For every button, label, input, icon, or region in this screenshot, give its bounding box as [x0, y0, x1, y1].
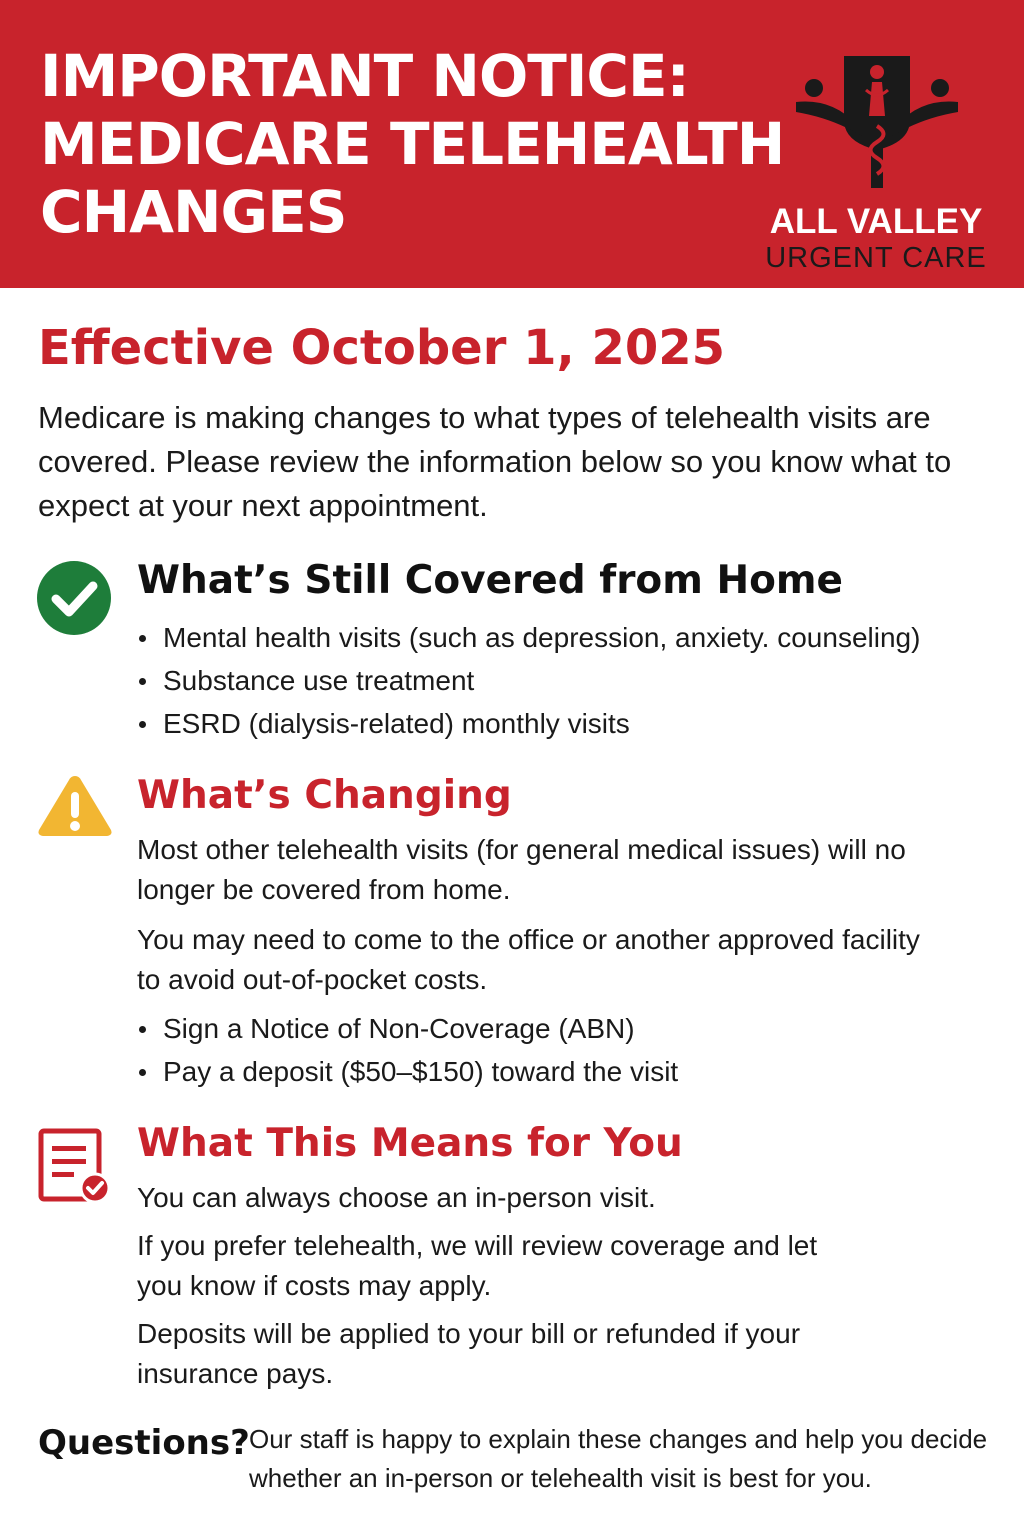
questions-text: Our staff is happy to explain these changes and help you decide whether an in-person or telehealth visit is best for you.: [249, 1424, 988, 1493]
means-paragraph-3: Deposits will be applied to your bill or refunded if your insurance pays.: [137, 1318, 801, 1389]
title-line-2: MEDICARE TELEHEALTH: [40, 110, 785, 178]
list-item: Substance use treatment: [137, 659, 920, 702]
notice-title: [40, 42, 785, 246]
list-item: ESRD (dialysis-related) monthly visits: [137, 702, 920, 745]
document-check-icon: [38, 1128, 112, 1204]
changing-paragraph-1: Most other telehealth visits (for general medical issues) will no longer be covered from home.: [137, 834, 906, 905]
warning-triangle-icon: [36, 772, 114, 838]
questions-label: Questions?: [38, 1423, 250, 1463]
logo-name: ALL VALLEY: [769, 202, 983, 241]
list-item: Mental health visits (such as depression, anxiety. counseling): [137, 616, 920, 659]
intro-text: Medicare is making changes to what types of telehealth visits are covered. Please review the information below so you know what to expect at your next appointment.: [38, 400, 952, 523]
means-heading: What This Means for You: [137, 1121, 683, 1166]
changing-list: [137, 1007, 678, 1093]
list-item: Pay a deposit ($50–$150) toward the visit: [137, 1050, 678, 1093]
list-item: Sign a Notice of Non-Coverage (ABN): [137, 1007, 678, 1050]
header-banner: [0, 0, 1024, 288]
check-circle-icon: [36, 560, 112, 636]
effective-date: Effective October 1, 2025: [38, 320, 726, 376]
means-paragraph-2: If you prefer telehealth, we will review coverage and let you know if costs may apply.: [137, 1230, 818, 1301]
covered-heading: What’s Still Covered from Home: [137, 558, 843, 603]
logo-subtitle: URGENT CARE: [765, 242, 987, 274]
caduceus-logo-icon: [792, 50, 962, 190]
covered-list: [137, 616, 920, 745]
changing-paragraph-2: You may need to come to the office or another approved facility to avoid out-of-pocket costs.: [137, 924, 920, 995]
means-paragraph-1: You can always choose an in-person visit.: [137, 1182, 656, 1213]
title-line-1: IMPORTANT NOTICE:: [40, 42, 689, 110]
title-line-3: CHANGES: [40, 178, 347, 246]
changing-heading: What’s Changing: [137, 773, 512, 818]
